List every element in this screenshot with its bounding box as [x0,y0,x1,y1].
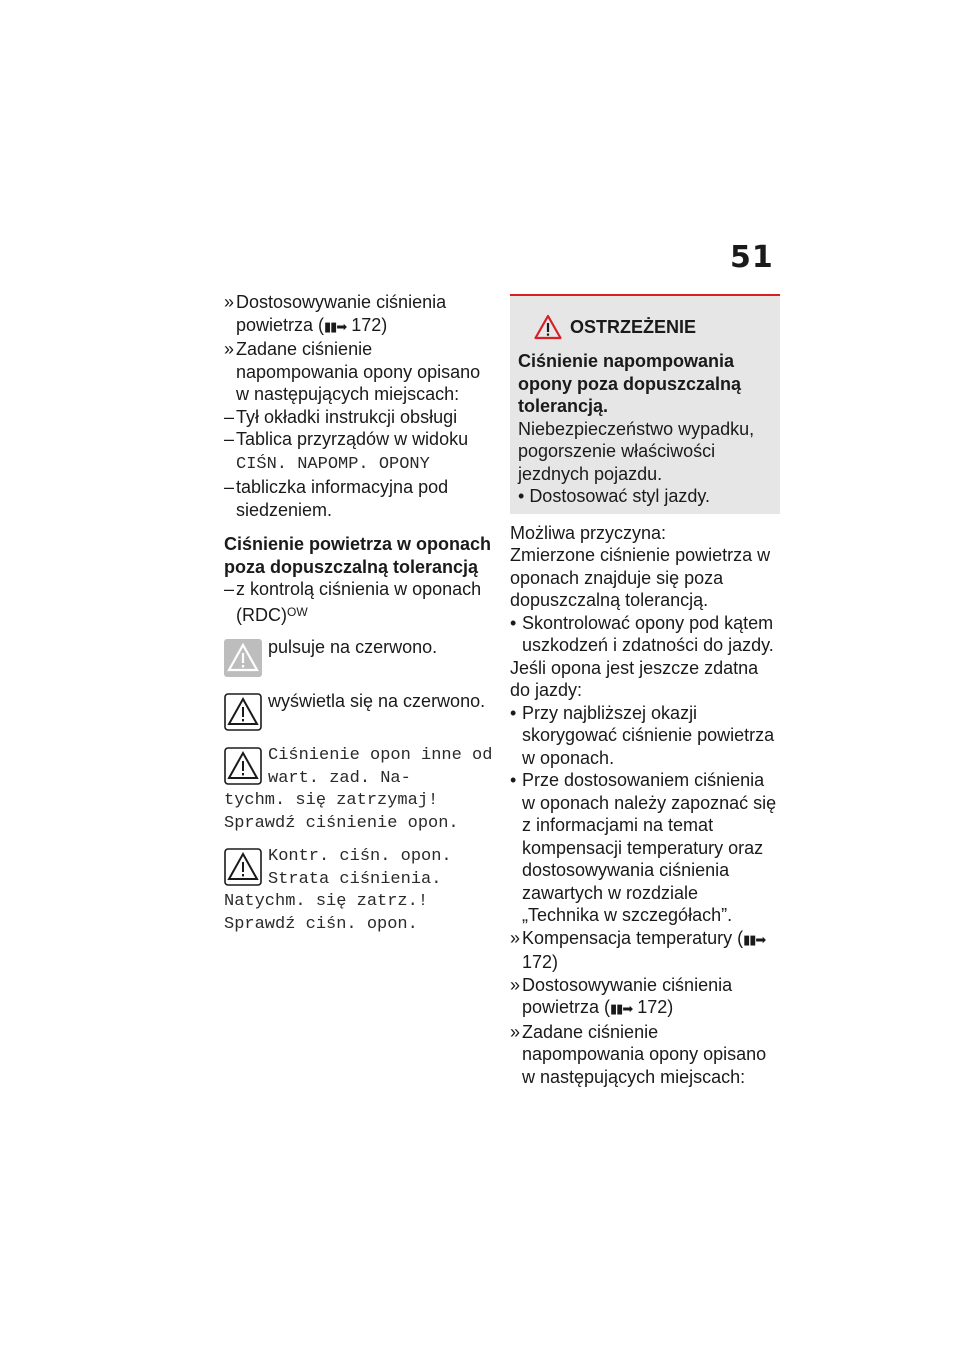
display-text: CIŚN. NAPOMP. OPONY [236,454,430,474]
warning-heading: Ciśnienie napompowania opony poza dopuszczalną tolerancją. [518,351,742,416]
right-column [510,294,780,1088]
ref-item: » Dostosowywanie ciśnienia powietrza (▮▮➡ 172) [510,974,733,1017]
warning-triangle-outline-icon [224,693,262,731]
dash-item: – Tył okładki instrukcji obsługi [224,406,458,427]
warning-box [510,294,780,514]
page-ref-arrow-icon: ▮▮➡ [743,931,766,947]
warning-triangle-outline-icon [224,848,262,886]
warning-triangle-grey-icon [224,639,262,677]
left-column [224,291,496,936]
bullet-item: • Przy najbliższej okazji skorygować ciśnienie powietrza w oponach. [510,702,775,768]
ref-item: » Zadane ciśnienie napompowania opony opisano w następujących miejscach: [224,339,481,404]
condition-text: Jeśli opona jest jeszcze zdatna do jazdy: [510,657,759,700]
ref-item: » Kompensacja temperatury (▮▮➡ 172) [510,927,766,972]
warning-title: OSTRZEŻENIE [570,316,697,337]
dash-item: – Tablica przyrządów w widoku CIŚN. NAPOMP. OPONY [224,429,469,474]
bullet-item: • Prze dostosowaniem ciśnienia w oponach należy zapoznać się z informacjami na temat kompensacji temperatury oraz dostosowywania ciśnienia zawartych w rozdziale „Technika w szczegółach”. [510,770,777,925]
indicator-row: Kontr. ciśn. opon. Strata ciśnienia. Natychm. się zatrz.! Sprawdź ciśn. opon. [224,847,452,934]
cause-label: Możliwa przyczyna: [510,522,667,543]
bullet-item: • Skontrolować opony pod kątem uszkodzeń i zdatności do jazdy. [510,612,774,655]
dash-item: – z kontrolą ciśnienia w oponach (RDC)$^{OW}$ [224,579,482,625]
section-heading: Ciśnienie powietrza w oponach poza dopuszczalną tolerancją [224,534,492,577]
warning-triangle-icon [534,314,562,340]
page-ref-arrow-icon: ▮▮➡ [610,1001,633,1016]
page-ref-arrow-icon: ▮▮➡ [324,318,347,334]
indicator-row: Ciśnienie opon inne od wart. zad. Na- tychm. się zatrzymaj! Sprawdź ciśnienie opon. [224,746,493,833]
indicator-row: pulsuje na czerwono. [224,636,496,680]
dash-item: – tabliczka informacyjna pod siedzeniem. [224,477,449,520]
warning-bullet: • Dostosować styl jazdy. [518,486,711,506]
indicator-row: wyświetla się na czerwono. [224,690,496,734]
warning-triangle-outline-icon [224,747,262,785]
cause-text: Zmierzone ciśnienie powietrza w oponach znajduje się poza dopuszczalną tolerancją. [510,545,771,610]
warning-text: Niebezpieczeństwo wypadku, pogorszenie właściwości jezdnych pojazdu. [518,418,755,484]
page-number: 51 [730,240,774,275]
ref-item: » Zadane ciśnienie napompowania opony opisano w następujących miejscach: [510,1021,767,1087]
ref-item: » Dostosowywanie ciśnienia powietrza (▮▮➡ 172) [224,292,447,335]
